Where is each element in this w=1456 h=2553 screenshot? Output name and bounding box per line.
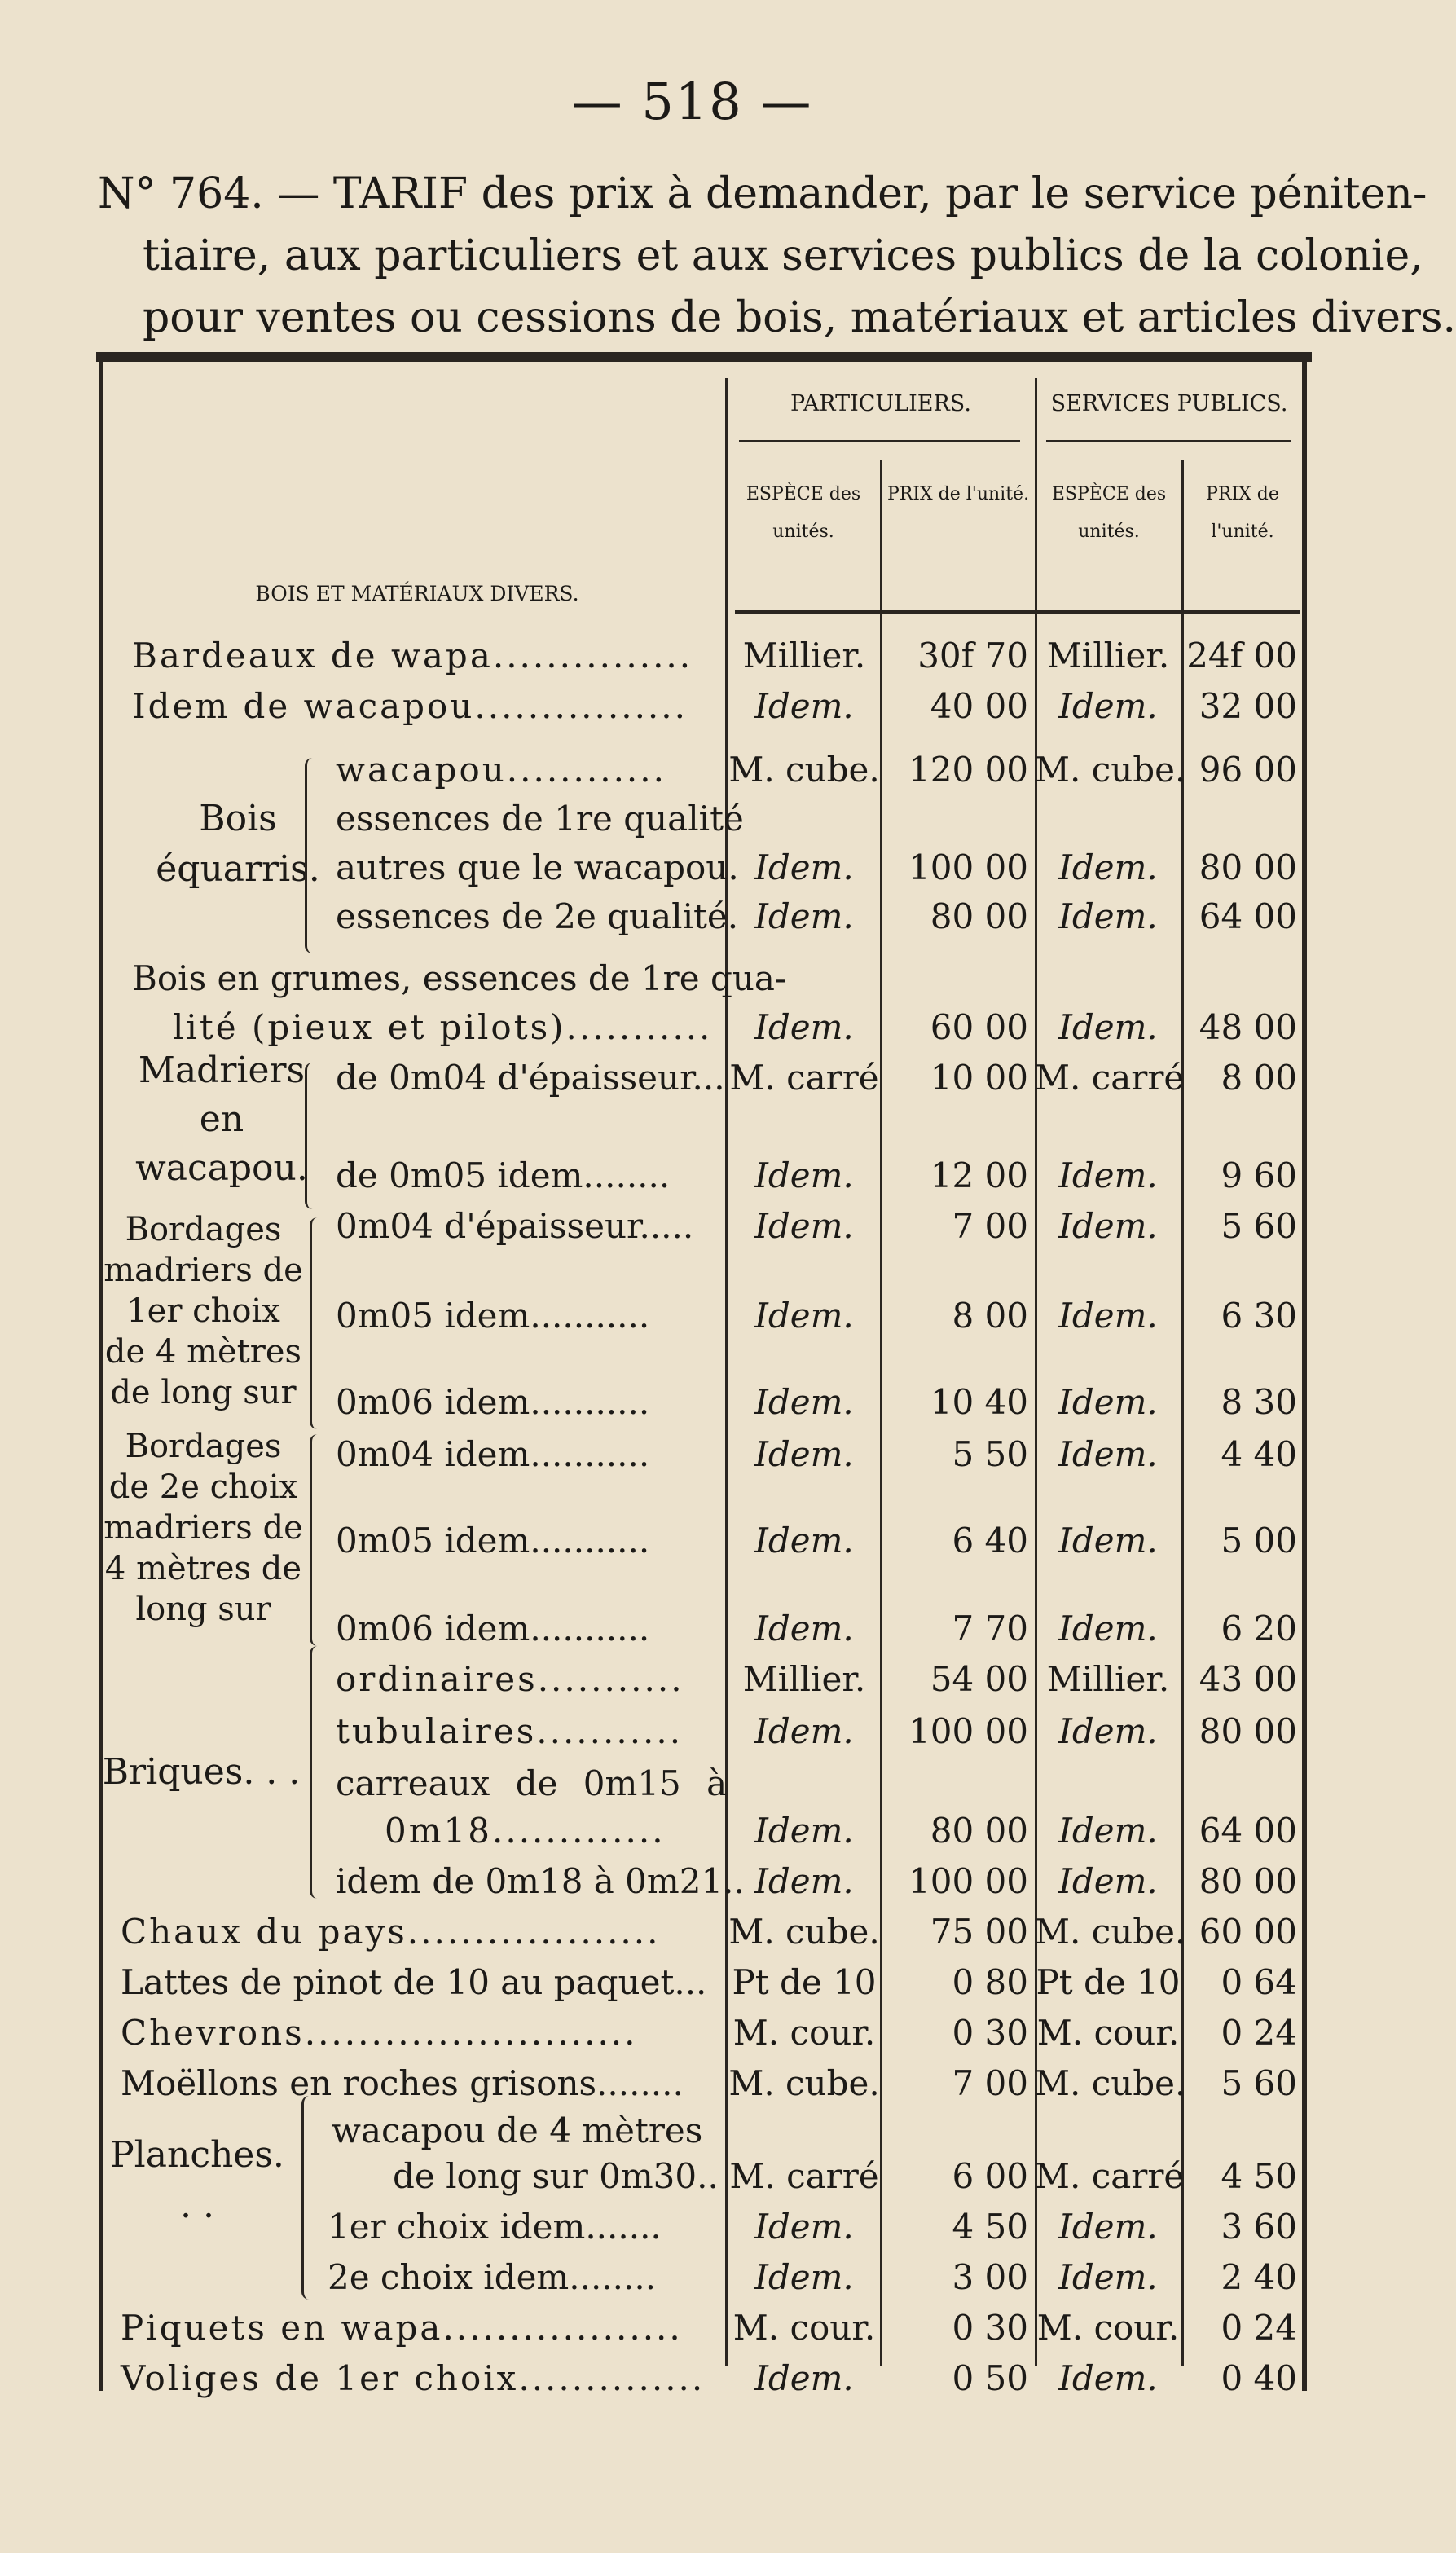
subheader-price-2: PRIX de l'unité. xyxy=(1206,484,1279,542)
group-label-bois-equarris: Bois équarris. xyxy=(156,798,320,890)
price-services: 8 00 xyxy=(1221,1058,1297,1098)
price-services: 5 00 xyxy=(1221,1521,1297,1560)
table-row xyxy=(99,1002,1309,1053)
table-row xyxy=(99,1201,1309,1252)
row-label: 1er choix idem....... xyxy=(328,2207,662,2247)
price-particuliers: 8 00 xyxy=(952,1296,1028,1336)
unit-services: Idem. xyxy=(1058,2358,1158,2398)
row-label: Voliges de 1er choix.............. xyxy=(121,2358,706,2398)
table-row xyxy=(99,1706,1309,1757)
row-label: 0m18............. xyxy=(385,1811,666,1851)
title-line-3: pour ventes ou cessions de bois, matériaux et articles divers. xyxy=(143,293,1456,342)
price-particuliers: 7 00 xyxy=(952,2063,1028,2103)
row-label: Chevrons......................... xyxy=(121,2013,638,2053)
unit-particuliers: Idem. xyxy=(754,1007,854,1047)
row-label: Bois en grumes, essences de 1re qua- xyxy=(132,958,787,998)
price-particuliers: 100 00 xyxy=(908,847,1028,887)
price-services: 6 20 xyxy=(1221,1609,1297,1648)
unit-services: Idem. xyxy=(1058,1155,1158,1195)
row-label: de 0m05 idem........ xyxy=(336,1155,671,1195)
table-row xyxy=(99,2008,1309,2058)
price-particuliers: 6 00 xyxy=(952,2156,1028,2196)
price-particuliers: 0 30 xyxy=(952,2013,1028,2053)
unit-particuliers: Idem. xyxy=(754,1861,854,1901)
table-row xyxy=(99,1291,1309,1341)
unit-particuliers: M. carré xyxy=(729,1058,879,1098)
row-label: Idem de wacapou................ xyxy=(132,686,688,726)
row-label: 2e choix idem........ xyxy=(328,2257,657,2297)
price-particuliers: 12 00 xyxy=(930,1155,1028,1195)
unit-services: Idem. xyxy=(1058,847,1158,887)
row-label: de 0m04 d'épaisseur... xyxy=(336,1058,725,1098)
unit-particuliers: Pt de 10 xyxy=(732,1962,877,2002)
row-label: Bardeaux de wapa............... xyxy=(132,636,693,676)
table-row xyxy=(99,2202,1309,2252)
unit-services: Idem. xyxy=(1058,2257,1158,2297)
row-label: de long sur 0m30.. xyxy=(393,2156,719,2196)
unit-particuliers: Idem. xyxy=(754,2207,854,2247)
price-services: 8 30 xyxy=(1221,1382,1297,1422)
unit-particuliers: Idem. xyxy=(754,896,854,936)
tariff-table xyxy=(99,362,1309,2398)
table-row xyxy=(99,843,1309,893)
table-row xyxy=(99,1151,1309,1201)
price-particuliers: 4 50 xyxy=(952,2207,1028,2247)
unit-services: M. cube. xyxy=(1035,750,1186,790)
row-label: 0m05 idem........... xyxy=(336,1296,650,1336)
unit-services: Idem. xyxy=(1058,1434,1158,1474)
subheader-units-2: ESPÈCE des unités. xyxy=(1051,484,1167,542)
price-services: 0 24 xyxy=(1221,2013,1297,2053)
table-row xyxy=(99,953,1309,1004)
row-label: wacapou de 4 mètres xyxy=(332,2111,703,2150)
unit-services: Idem. xyxy=(1058,896,1158,936)
price-services: 80 00 xyxy=(1199,1711,1297,1751)
unit-particuliers: Idem. xyxy=(754,1155,854,1195)
price-particuliers: 10 40 xyxy=(930,1382,1028,1422)
row-label: 0m06 idem........... xyxy=(336,1609,650,1648)
table-row xyxy=(99,794,1309,844)
row-label: 0m04 idem........... xyxy=(336,1434,650,1474)
price-particuliers: 120 00 xyxy=(908,750,1028,790)
table-row xyxy=(99,1377,1309,1428)
unit-particuliers: M. carré xyxy=(729,2156,879,2196)
unit-services: Idem. xyxy=(1058,1861,1158,1901)
group-underline-2 xyxy=(1046,440,1291,442)
unit-particuliers: M. cube. xyxy=(728,2063,880,2103)
price-particuliers: 80 00 xyxy=(930,896,1028,936)
price-services: 96 00 xyxy=(1199,750,1297,790)
table-row xyxy=(99,1957,1309,2008)
unit-particuliers: Idem. xyxy=(754,1434,854,1474)
page-number: — 518 — xyxy=(571,72,813,131)
table-row xyxy=(99,1053,1309,1103)
table-row xyxy=(99,1806,1309,1856)
unit-services: M. carré xyxy=(1035,1058,1185,1098)
group-underline-1 xyxy=(739,440,1020,442)
unit-particuliers: Idem. xyxy=(754,1382,854,1422)
price-particuliers: 7 00 xyxy=(952,1206,1028,1246)
group-label-briques: Briques. . . xyxy=(102,1751,301,1793)
row-label: lité (pieux et pilots)........... xyxy=(173,1007,713,1047)
price-services: 64 00 xyxy=(1199,1811,1297,1851)
table-row xyxy=(99,745,1309,795)
row-label: 0m05 idem........... xyxy=(336,1521,650,1560)
unit-particuliers: M. cour. xyxy=(732,2308,876,2348)
price-services: 0 64 xyxy=(1221,1962,1297,2002)
price-services: 64 00 xyxy=(1199,896,1297,936)
title-line-1: N° 764. — TARIF des prix à demander, par le service péniten- xyxy=(98,169,1427,218)
table-row xyxy=(99,2151,1309,2202)
page-title xyxy=(98,163,1456,349)
price-services: 80 00 xyxy=(1199,1861,1297,1901)
price-particuliers: 80 00 xyxy=(930,1811,1028,1851)
price-particuliers: 0 30 xyxy=(952,2308,1028,2348)
unit-services: M. cube. xyxy=(1035,1912,1186,1952)
group-label-bordages-1: Bordages madriers de 1er choix de 4 mètres de long sur xyxy=(103,1211,303,1411)
price-services: 24f 00 xyxy=(1186,636,1297,676)
unit-particuliers: Idem. xyxy=(754,2358,854,2398)
price-services: 4 40 xyxy=(1221,1434,1297,1474)
unit-services: M. cour. xyxy=(1036,2308,1180,2348)
unit-services: Idem. xyxy=(1058,1811,1158,1851)
price-services: 2 40 xyxy=(1221,2257,1297,2297)
table-row xyxy=(99,631,1309,681)
row-label: Chaux du pays................... xyxy=(121,1912,661,1952)
unit-particuliers: Idem. xyxy=(754,1521,854,1560)
row-label: idem de 0m18 à 0m21.. xyxy=(336,1861,745,1901)
price-services: 5 60 xyxy=(1221,1206,1297,1246)
table-row xyxy=(99,1429,1309,1480)
subheader-price-1: PRIX de l'unité. xyxy=(886,484,1030,504)
price-particuliers: 0 50 xyxy=(952,2358,1028,2398)
price-services: 0 40 xyxy=(1221,2358,1297,2398)
group-header-services-publics: SERVICES PUBLICS. xyxy=(1050,391,1288,416)
header-bottom-rule xyxy=(735,610,1300,614)
unit-services: Idem. xyxy=(1058,1711,1158,1751)
price-particuliers: 5 50 xyxy=(952,1434,1028,1474)
unit-services: Pt de 10 xyxy=(1036,1962,1181,2002)
table-row xyxy=(99,1856,1309,1907)
price-services: 9 60 xyxy=(1221,1155,1297,1195)
table-top-rule xyxy=(96,352,1312,362)
price-particuliers: 100 00 xyxy=(908,1861,1028,1901)
price-services: 0 24 xyxy=(1221,2308,1297,2348)
table-row xyxy=(99,891,1309,942)
table-row xyxy=(99,1516,1309,1566)
table-row xyxy=(99,2353,1309,2404)
unit-services: Idem. xyxy=(1058,1521,1158,1560)
price-particuliers: 75 00 xyxy=(930,1912,1028,1952)
price-services: 4 50 xyxy=(1221,2156,1297,2196)
group-label-planches: Planches. . . xyxy=(110,2134,284,2226)
table-row xyxy=(99,2252,1309,2303)
column-label-header: BOIS ET MATÉRIAUX DIVERS. xyxy=(255,582,579,605)
row-label: essences de 2e qualité. xyxy=(336,896,739,936)
table-row xyxy=(99,2106,1309,2156)
price-particuliers: 10 00 xyxy=(930,1058,1028,1098)
price-particuliers: 3 00 xyxy=(952,2257,1028,2297)
unit-services: M. cube. xyxy=(1035,2063,1186,2103)
table-row xyxy=(99,681,1309,732)
unit-particuliers: Idem. xyxy=(754,1711,854,1751)
unit-particuliers: Idem. xyxy=(754,686,854,726)
unit-particuliers: Idem. xyxy=(754,1206,854,1246)
table-row xyxy=(99,2058,1309,2109)
price-particuliers: 0 80 xyxy=(952,1962,1028,2002)
unit-services: M. cour. xyxy=(1036,2013,1180,2053)
unit-particuliers: Idem. xyxy=(754,2257,854,2297)
row-label: ordinaires........... xyxy=(336,1659,684,1699)
unit-services: Idem. xyxy=(1058,1206,1158,1246)
unit-services: Idem. xyxy=(1058,2207,1158,2247)
price-services: 43 00 xyxy=(1199,1659,1297,1699)
row-label: autres que le wacapou. xyxy=(336,847,739,887)
table-row xyxy=(99,1907,1309,1957)
price-particuliers: 54 00 xyxy=(930,1659,1028,1699)
unit-services: Idem. xyxy=(1058,1296,1158,1336)
unit-particuliers: M. cube. xyxy=(728,1912,880,1952)
unit-particuliers: M. cube. xyxy=(728,750,880,790)
row-label: Piquets en wapa.................. xyxy=(121,2308,683,2348)
price-particuliers: 7 70 xyxy=(952,1609,1028,1648)
unit-particuliers: Millier. xyxy=(742,1659,866,1699)
subheader-units-1: ESPÈCE des unités. xyxy=(746,484,861,542)
price-services: 60 00 xyxy=(1199,1912,1297,1952)
price-services: 48 00 xyxy=(1199,1007,1297,1047)
group-label-madriers: Madriers en wacapou. xyxy=(135,1050,308,1189)
table-row xyxy=(99,1758,1309,1809)
row-label: 0m04 d'épaisseur..... xyxy=(336,1206,694,1246)
table-row xyxy=(99,2303,1309,2353)
price-services: 32 00 xyxy=(1199,686,1297,726)
price-services: 3 60 xyxy=(1221,2207,1297,2247)
price-particuliers: 100 00 xyxy=(908,1711,1028,1751)
table-row xyxy=(99,1654,1309,1705)
unit-particuliers: Idem. xyxy=(754,1609,854,1648)
row-label: Moëllons en roches grisons........ xyxy=(121,2063,684,2103)
unit-particuliers: Idem. xyxy=(754,847,854,887)
price-services: 5 60 xyxy=(1221,2063,1297,2103)
unit-services: Idem. xyxy=(1058,1609,1158,1648)
group-header-particuliers: PARTICULIERS. xyxy=(790,391,971,416)
unit-services: Idem. xyxy=(1058,686,1158,726)
unit-particuliers: Millier. xyxy=(742,636,866,676)
price-services: 80 00 xyxy=(1199,847,1297,887)
unit-services: Idem. xyxy=(1058,1007,1158,1047)
row-label: carreaux de 0m15 à xyxy=(336,1763,728,1803)
row-label: 0m06 idem........... xyxy=(336,1382,650,1422)
unit-particuliers: Idem. xyxy=(754,1811,854,1851)
unit-services: Millier. xyxy=(1046,1659,1170,1699)
group-label-bordages-2: Bordages de 2e choix madriers de 4 mètres de long sur xyxy=(103,1428,303,1628)
row-label: tubulaires........... xyxy=(336,1711,684,1751)
unit-services: M. carré xyxy=(1035,2156,1185,2196)
row-label: essences de 1re qualité xyxy=(336,799,744,839)
title-line-2: tiaire, aux particuliers et aux services publics de la colonie, xyxy=(143,231,1423,280)
price-particuliers: 60 00 xyxy=(930,1007,1028,1047)
row-label: Lattes de pinot de 10 au paquet... xyxy=(121,1962,707,2002)
unit-particuliers: M. cour. xyxy=(732,2013,876,2053)
row-label: wacapou............ xyxy=(336,750,666,790)
price-particuliers: 6 40 xyxy=(952,1521,1028,1560)
unit-particuliers: Idem. xyxy=(754,1296,854,1336)
price-particuliers: 30f 70 xyxy=(917,636,1028,676)
unit-services: Millier. xyxy=(1046,636,1170,676)
table-row xyxy=(99,1604,1309,1654)
price-particuliers: 40 00 xyxy=(930,686,1028,726)
unit-services: Idem. xyxy=(1058,1382,1158,1422)
price-services: 6 30 xyxy=(1221,1296,1297,1336)
